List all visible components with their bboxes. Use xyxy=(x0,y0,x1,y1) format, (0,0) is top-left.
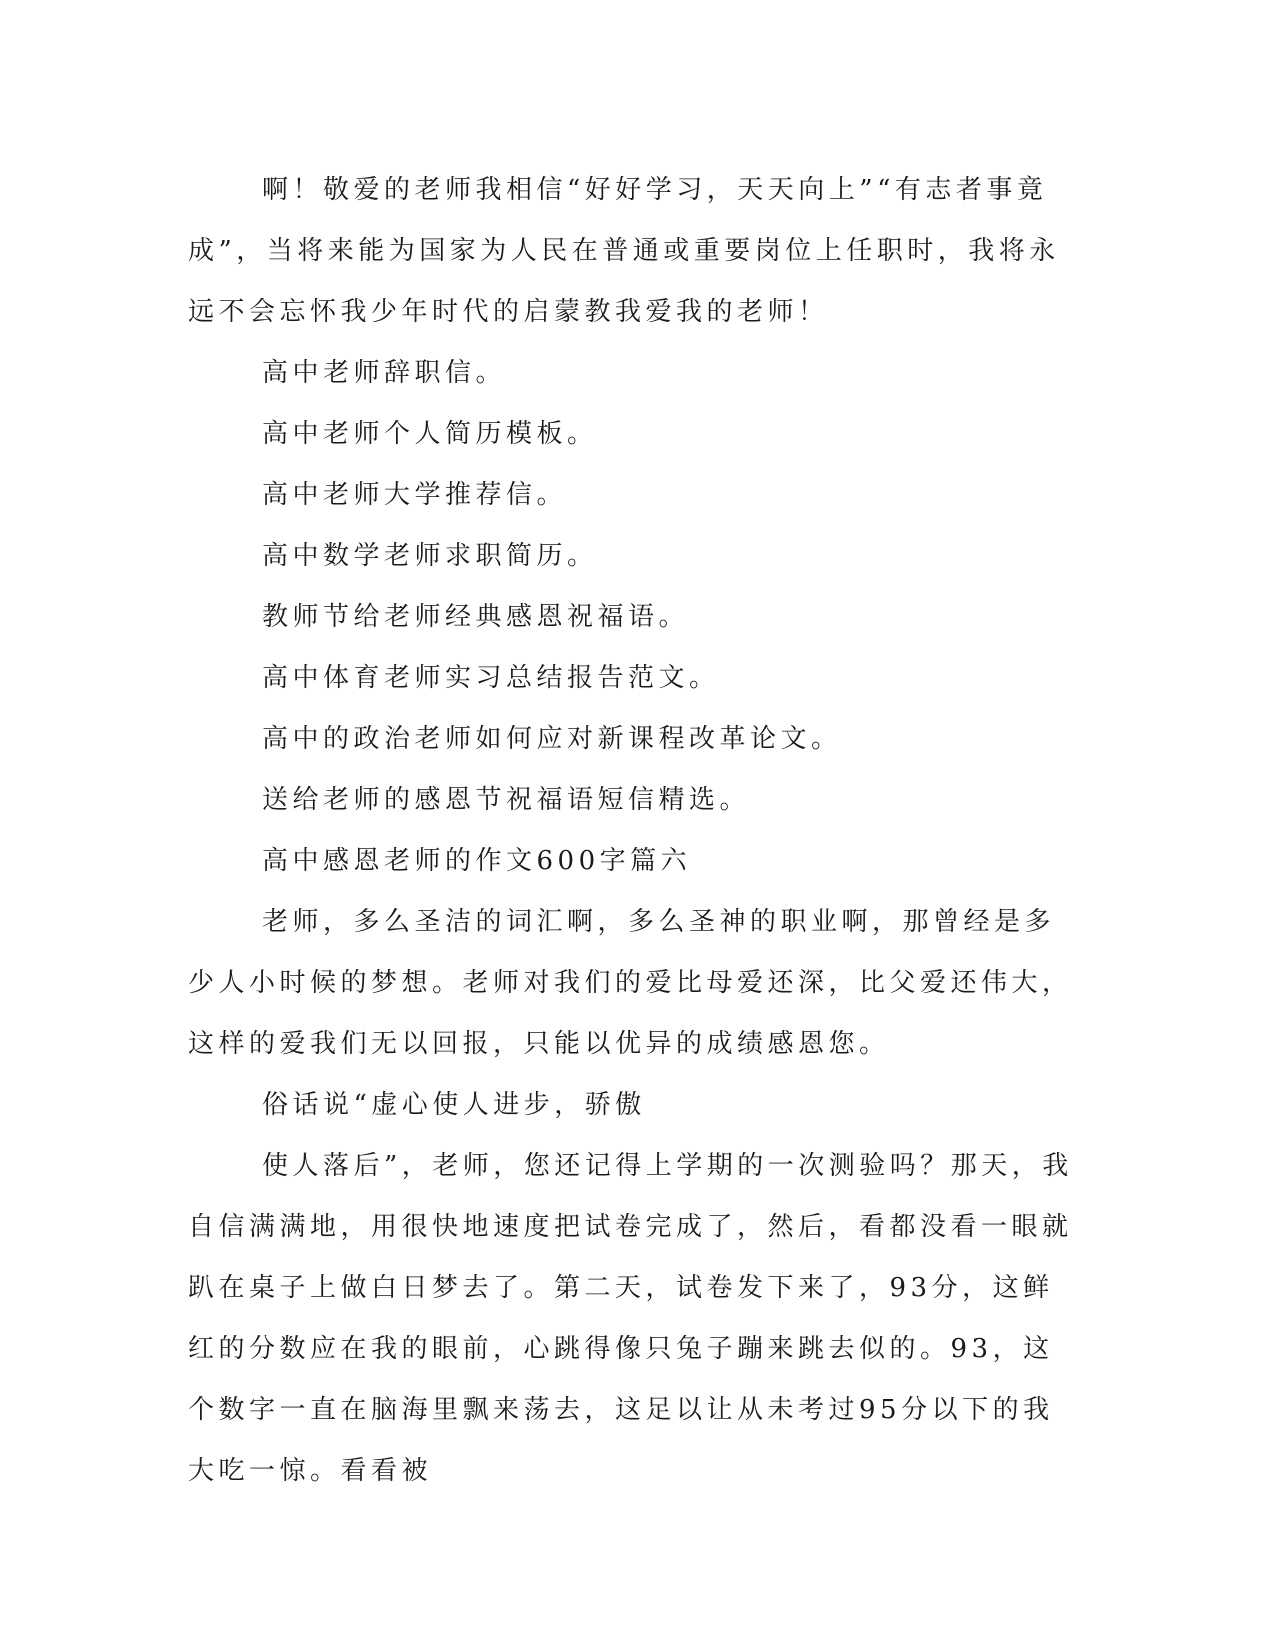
list-item-pe-internship-report: 高中体育老师实习总结报告范文。 xyxy=(262,663,720,693)
paragraph-intro: 老师，多么圣洁的词汇啊，多么圣神的职业啊，那曾经是多少人小时候的梦想。老师对我们的爱比母爱还深，比父爱还伟大，这样的爱我们无以回报，只能以优异的成绩感恩您。 xyxy=(188,907,1073,1059)
section-heading: 高中感恩老师的作文600字篇六 xyxy=(262,846,692,876)
list-item-math-teacher-resume: 高中数学老师求职简历。 xyxy=(262,541,598,571)
list-item-thanksgiving-sms: 送给老师的感恩节祝福语短信精选。 xyxy=(262,785,751,815)
list-item-resume-template: 高中老师个人简历模板。 xyxy=(262,419,598,449)
list-item-politics-curriculum-paper: 高中的政治老师如何应对新课程改革论文。 xyxy=(262,724,842,754)
paragraph-closing-tribute: 啊！敬爱的老师我相信“好好学习，天天向上”“有志者事竟成”，当将来能为国家为人民在普通或重要岗位上任职时，我将永远不会忘怀我少年时代的启蒙教我爱我的老师！ xyxy=(188,175,1060,327)
document-body xyxy=(188,160,1073,1502)
paragraph-story: 使人落后”，老师，您还记得上学期的一次测验吗？那天，我自信满满地，用很快地速度把试卷完成了，然后，看都没看一眼就趴在桌子上做白日梦去了。第二天，试卷发下来了，93分，这鲜红的分数应在我的眼前，心跳得像只兔子蹦来跳去似的。93，这个数字一直在脑海里飘来荡去，这足以让从未考过95分以下的我大吃一惊。看看被 xyxy=(188,1151,1073,1486)
list-item-teachers-day-wishes: 教师节给老师经典感恩祝福语。 xyxy=(262,602,690,632)
paragraph-proverb: 俗话说“虚心使人进步，骄傲 xyxy=(262,1090,646,1120)
list-item-resignation-letter: 高中老师辞职信。 xyxy=(262,358,507,388)
list-item-recommendation-letter: 高中老师大学推荐信。 xyxy=(262,480,568,510)
